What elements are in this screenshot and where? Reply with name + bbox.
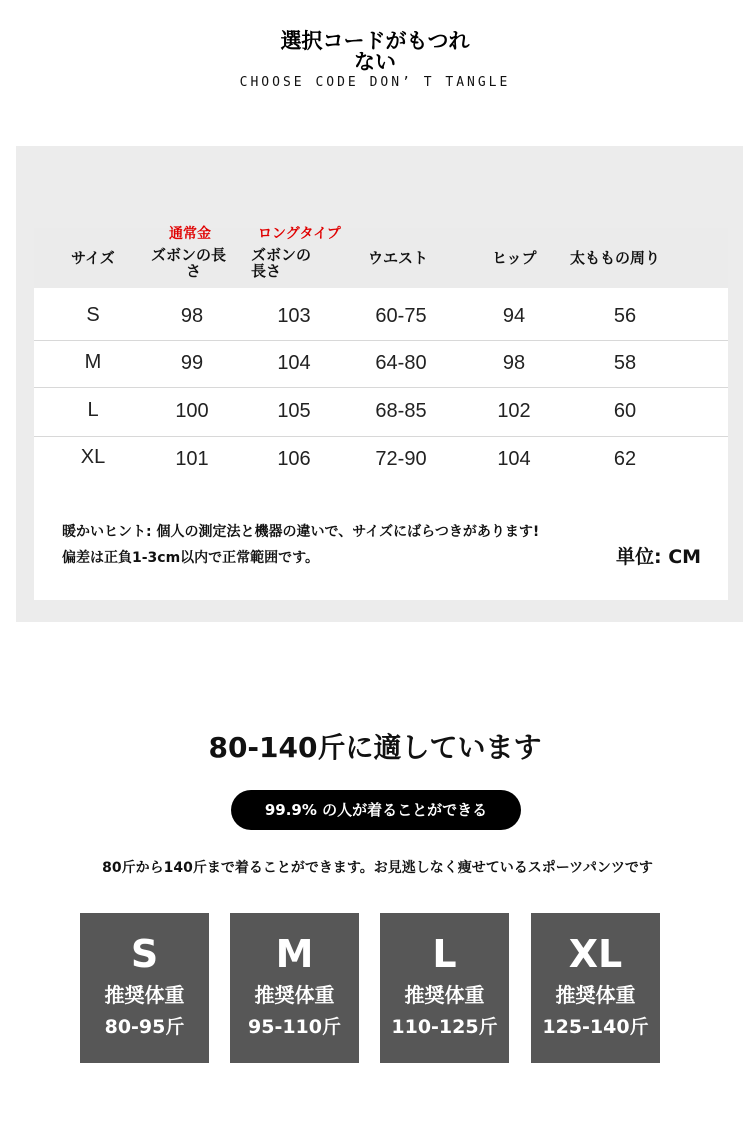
row-divider bbox=[34, 387, 728, 388]
cell-size: M bbox=[84, 351, 102, 373]
cell-waist: 64-80 bbox=[375, 352, 427, 374]
cell-hip: 104 bbox=[497, 448, 531, 470]
cell-hip: 94 bbox=[502, 305, 526, 327]
recommend-range: 95-110斤 bbox=[248, 1016, 341, 1038]
cell-regular-length: 100 bbox=[175, 400, 209, 422]
recommend-range: 110-125斤 bbox=[391, 1016, 498, 1038]
cell-size: XL bbox=[80, 446, 106, 468]
header-title-line1: 選択コードがもつれ bbox=[280, 29, 470, 53]
header-hip: ヒップ bbox=[492, 249, 537, 267]
recommend-range: 125-140斤 bbox=[542, 1016, 649, 1038]
recommend-card-xl bbox=[531, 913, 660, 1063]
unit-label: 単位: CM bbox=[616, 546, 702, 568]
cell-size: S bbox=[86, 304, 100, 326]
header-title-line2: ない bbox=[354, 50, 396, 74]
cell-long-length: 104 bbox=[277, 352, 311, 374]
recommend-label: 推奨体重 bbox=[254, 983, 335, 1007]
cell-waist: 68-85 bbox=[375, 400, 427, 422]
recommend-size: XL bbox=[568, 932, 623, 976]
fit-title: 80-140斤に適しています bbox=[208, 731, 542, 764]
header-thigh: 太ももの周り bbox=[570, 249, 661, 267]
cell-long-length: 105 bbox=[277, 400, 311, 422]
recommend-size: M bbox=[275, 932, 314, 976]
header-long-length-line2: 長さ bbox=[251, 262, 282, 280]
cell-regular-length: 101 bbox=[175, 448, 209, 470]
cell-long-length: 106 bbox=[277, 448, 311, 470]
header-regular-length-line1: ズボンの長 bbox=[151, 246, 227, 264]
long-type-tag: ロングタイプ bbox=[258, 226, 341, 242]
cell-thigh: 62 bbox=[613, 448, 637, 470]
header-waist: ウエスト bbox=[368, 249, 429, 267]
fit-percentage-pill: 99.9% の人が着ることができる bbox=[231, 790, 521, 830]
row-divider bbox=[34, 340, 728, 341]
cell-thigh: 60 bbox=[613, 400, 637, 422]
recommend-size: L bbox=[432, 932, 457, 976]
header-size: サイズ bbox=[71, 249, 115, 267]
cell-thigh: 58 bbox=[613, 352, 637, 374]
header-regular-length-line2: さ bbox=[186, 262, 202, 280]
cell-size: L bbox=[87, 399, 99, 421]
recommend-card-s bbox=[80, 913, 209, 1063]
cell-waist: 60-75 bbox=[375, 305, 427, 327]
recommend-label: 推奨体重 bbox=[555, 983, 636, 1007]
recommend-card-l bbox=[380, 913, 509, 1063]
cell-waist: 72-90 bbox=[375, 448, 427, 470]
row-divider bbox=[34, 436, 728, 437]
cell-long-length: 103 bbox=[277, 305, 311, 327]
recommend-label: 推奨体重 bbox=[104, 983, 185, 1007]
cell-thigh: 56 bbox=[613, 305, 637, 327]
cell-regular-length: 99 bbox=[180, 352, 204, 374]
recommend-range: 80-95斤 bbox=[104, 1016, 185, 1038]
measurement-note-line2: 偏差は正負1-3cm以内で正常範囲です。 bbox=[62, 550, 320, 566]
regular-type-tag: 通常金 bbox=[169, 226, 211, 242]
recommend-size: S bbox=[130, 932, 159, 976]
cell-hip: 102 bbox=[497, 400, 531, 422]
recommend-card-m bbox=[230, 913, 359, 1063]
header-long-length-line1: ズボンの bbox=[251, 246, 312, 264]
recommend-label: 推奨体重 bbox=[404, 983, 485, 1007]
measurement-note-line1: 暖かいヒント: 個人の測定法と機器の違いで、サイズにばらつきがあります! bbox=[62, 524, 540, 540]
cell-regular-length: 98 bbox=[180, 305, 204, 327]
fit-description: 80斤から140斤まで着ることができます。お見逃しなく痩せているスポーツパンツです bbox=[102, 860, 653, 876]
cell-hip: 98 bbox=[502, 352, 526, 374]
header-subtitle: CHOOSE CODE DON’ T TANGLE bbox=[239, 75, 511, 90]
